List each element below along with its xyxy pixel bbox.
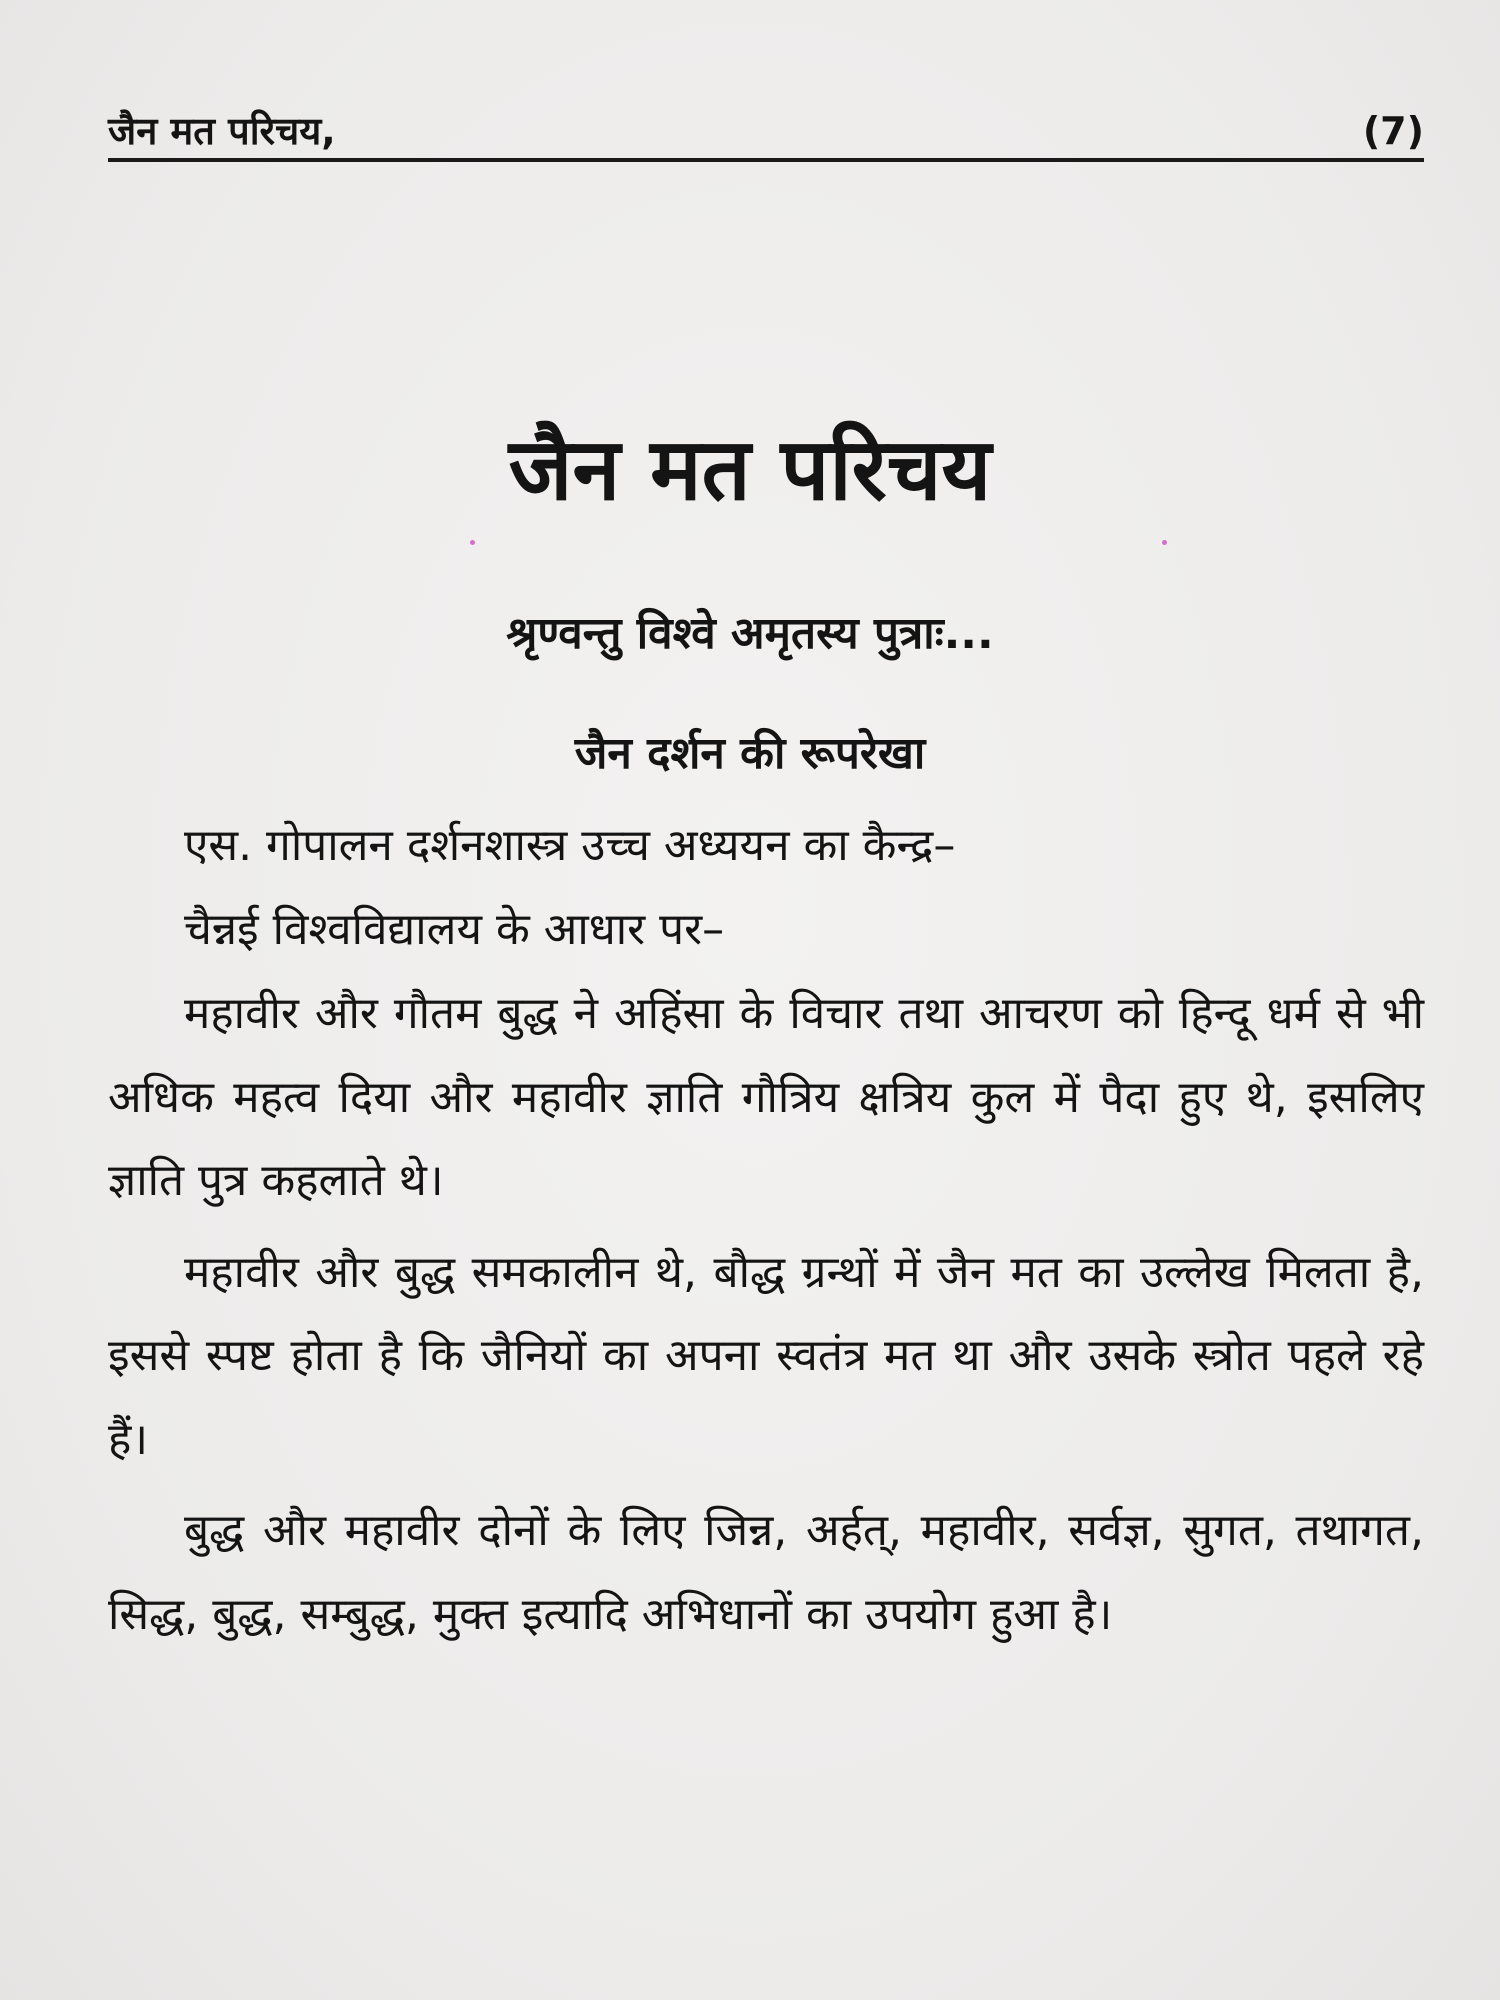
running-header bbox=[108, 108, 1424, 154]
section-heading: जैन दर्शन की रूपरेखा bbox=[574, 728, 926, 779]
ink-speck bbox=[470, 540, 475, 545]
attribution bbox=[108, 804, 1424, 971]
ink-speck bbox=[1162, 540, 1167, 545]
paragraph: महावीर और गौतम बुद्ध ने अहिंसा के विचार तथा आचरण को हिन्दू धर्म से भी अधिक महत्व दिया और महावीर ज्ञाति गौत्रिय क्षत्रिय कुल में पैदा हुए थे, इसलिए ज्ञाति पुत्र कहलाते थे। bbox=[108, 988, 1424, 1206]
sanskrit-epigraph: श्रृण्वन्तु विश्वे अमृतस्य पुत्राः... bbox=[506, 608, 994, 659]
paragraph: बुद्ध और महावीर दोनों के लिए जिन्न, अर्हत्, महावीर, सर्वज्ञ, सुगत, तथागत, सिद्ध, बुद्ध, सम्बुद्ध, मुक्त इत्यादि अभिधानों का उपयोग हुआ है। bbox=[108, 1505, 1424, 1640]
chapter-title: जैन मत परिचय bbox=[508, 420, 992, 520]
paragraph: महावीर और बुद्ध समकालीन थे, बौद्ध ग्रन्थों में जैन मत का उल्लेख मिलता है, इससे स्पष्ट होता है कि जैनियों का अपना स्वतंत्र मत था और उसके स्त्रोत पहले रहे हैं। bbox=[108, 1246, 1424, 1465]
header-rule bbox=[108, 158, 1424, 162]
attribution-line: चैन्नई विश्वविद्यालय के आधार पर– bbox=[184, 903, 725, 955]
attribution-line: एस. गोपालन दर्शनशास्त्र उच्च अध्ययन का कैन्द्र– bbox=[184, 820, 956, 871]
page-number: (7) bbox=[1362, 109, 1424, 153]
body-text bbox=[108, 972, 1424, 1656]
running-title: जैन मत परिचय, bbox=[108, 109, 336, 153]
